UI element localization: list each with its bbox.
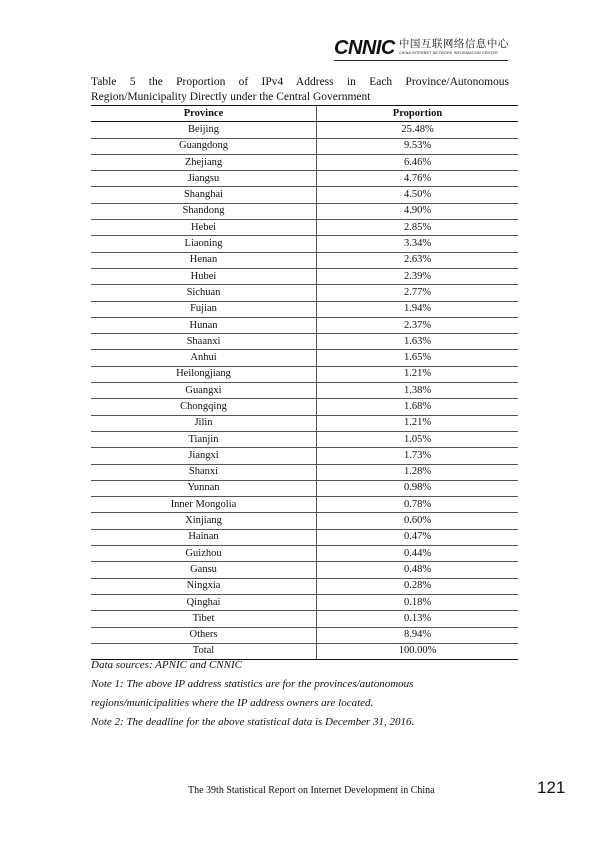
proportion-cell: 0.60% <box>317 513 519 529</box>
proportion-cell: 0.28% <box>317 578 519 594</box>
proportion-cell: 1.65% <box>317 350 519 366</box>
proportion-cell: 4.50% <box>317 187 519 203</box>
proportion-cell: 1.94% <box>317 301 519 317</box>
table-row <box>91 611 518 627</box>
table-row <box>91 220 518 236</box>
data-source-note: Data sources: APNIC and CNNIC <box>91 659 242 671</box>
logo-mark: CNNIC <box>334 37 395 59</box>
proportion-cell: 1.21% <box>317 415 519 431</box>
table-row <box>91 594 518 610</box>
table-row <box>91 334 518 350</box>
table-row <box>91 122 518 138</box>
table-row <box>91 350 518 366</box>
table-row <box>91 301 518 317</box>
table-row <box>91 317 518 333</box>
logo-english-name: CHINA INTERNET NETWORK INFORMATION CENTER <box>398 51 498 55</box>
province-cell: Anhui <box>91 350 317 366</box>
proportion-cell: 1.63% <box>317 334 519 350</box>
table-row <box>91 236 518 252</box>
proportion-cell: 1.21% <box>317 366 519 382</box>
logo-text <box>399 39 509 56</box>
proportion-cell: 25.48% <box>317 122 519 138</box>
province-cell: Guizhou <box>91 546 317 562</box>
province-cell: Hebei <box>91 220 317 236</box>
table-row <box>91 513 518 529</box>
proportion-cell: 0.78% <box>317 497 519 513</box>
table-row <box>91 464 518 480</box>
province-cell: Shanxi <box>91 464 317 480</box>
footer-title: The 39th Statistical Report on Internet Development in China <box>188 785 435 796</box>
province-cell: Ningxia <box>91 578 317 594</box>
province-cell: Heilongjiang <box>91 366 317 382</box>
header-rule <box>334 60 508 61</box>
ipv4-province-table <box>91 105 518 660</box>
proportion-cell: 1.05% <box>317 431 519 447</box>
proportion-cell: 1.38% <box>317 383 519 399</box>
note-1: Note 1: The above IP address statistics are for the provinces/autonomous regions/municipalities where the IP address owners are located. <box>91 678 414 709</box>
table-caption: Table 5 the Proportion of IPv4 Address in Each Province/Autonomous Region/Municipality Directly under the Central Government <box>91 76 509 103</box>
province-cell: Others <box>91 627 317 643</box>
proportion-cell: 0.47% <box>317 529 519 545</box>
table-row <box>91 138 518 154</box>
table-row <box>91 187 518 203</box>
table-row <box>91 546 518 562</box>
total-value-cell: 100.00% <box>317 643 519 659</box>
province-cell: Jiangxi <box>91 448 317 464</box>
notes <box>91 656 511 732</box>
table-row <box>91 562 518 578</box>
proportion-cell: 2.77% <box>317 285 519 301</box>
province-cell: Guangdong <box>91 138 317 154</box>
proportion-cell: 2.37% <box>317 317 519 333</box>
proportion-cell: 3.34% <box>317 236 519 252</box>
province-cell: Beijing <box>91 122 317 138</box>
province-cell: Henan <box>91 252 317 268</box>
proportion-cell: 0.18% <box>317 594 519 610</box>
province-cell: Liaoning <box>91 236 317 252</box>
proportion-cell: 4.90% <box>317 203 519 219</box>
province-cell: Qinghai <box>91 594 317 610</box>
proportion-cell: 0.13% <box>317 611 519 627</box>
province-cell: Gansu <box>91 562 317 578</box>
proportion-cell: 0.44% <box>317 546 519 562</box>
table-header-row <box>91 106 518 122</box>
proportion-cell: 2.63% <box>317 252 519 268</box>
province-cell: Shandong <box>91 203 317 219</box>
total-label-cell: Total <box>91 643 317 659</box>
table-row <box>91 383 518 399</box>
province-cell: Jilin <box>91 415 317 431</box>
province-cell: Guangxi <box>91 383 317 399</box>
proportion-cell: 1.73% <box>317 448 519 464</box>
province-cell: Tianjin <box>91 431 317 447</box>
province-cell: Jiangsu <box>91 171 317 187</box>
province-cell: Shaanxi <box>91 334 317 350</box>
table-row <box>91 154 518 170</box>
column-header-province: Province <box>91 106 317 122</box>
cnnic-logo <box>334 38 509 58</box>
province-cell: Fujian <box>91 301 317 317</box>
table-row <box>91 497 518 513</box>
proportion-cell: 1.28% <box>317 464 519 480</box>
logo-chinese-name: 中国互联网络信息中心 <box>398 39 509 50</box>
province-cell: Hunan <box>91 317 317 333</box>
table-row <box>91 399 518 415</box>
proportion-cell: 0.48% <box>317 562 519 578</box>
proportion-cell: 1.68% <box>317 399 519 415</box>
column-header-proportion: Proportion <box>317 106 519 122</box>
province-cell: Tibet <box>91 611 317 627</box>
proportion-cell: 9.53% <box>317 138 519 154</box>
province-cell: Zhejiang <box>91 154 317 170</box>
province-cell: Hainan <box>91 529 317 545</box>
table-row <box>91 431 518 447</box>
proportion-cell: 2.39% <box>317 268 519 284</box>
table-row <box>91 203 518 219</box>
note-2: Note 2: The deadline for the above statistical data is December 31, 2016. <box>91 716 415 728</box>
table-row <box>91 529 518 545</box>
province-cell: Chongqing <box>91 399 317 415</box>
proportion-cell: 8.94% <box>317 627 519 643</box>
table-row <box>91 268 518 284</box>
province-cell: Inner Mongolia <box>91 497 317 513</box>
proportion-cell: 2.85% <box>317 220 519 236</box>
province-cell: Sichuan <box>91 285 317 301</box>
province-cell: Hubei <box>91 268 317 284</box>
province-cell: Yunnan <box>91 480 317 496</box>
proportion-cell: 0.98% <box>317 480 519 496</box>
table-row <box>91 285 518 301</box>
province-cell: Xinjiang <box>91 513 317 529</box>
table-row <box>91 171 518 187</box>
table-body <box>91 122 518 660</box>
table-row <box>91 578 518 594</box>
table-row <box>91 448 518 464</box>
proportion-cell: 6.46% <box>317 154 519 170</box>
page-number: 121 <box>537 778 566 797</box>
province-cell: Shanghai <box>91 187 317 203</box>
table-row <box>91 480 518 496</box>
proportion-cell: 4.76% <box>317 171 519 187</box>
table-row <box>91 252 518 268</box>
table-row <box>91 627 518 643</box>
table-row <box>91 415 518 431</box>
table-row <box>91 366 518 382</box>
